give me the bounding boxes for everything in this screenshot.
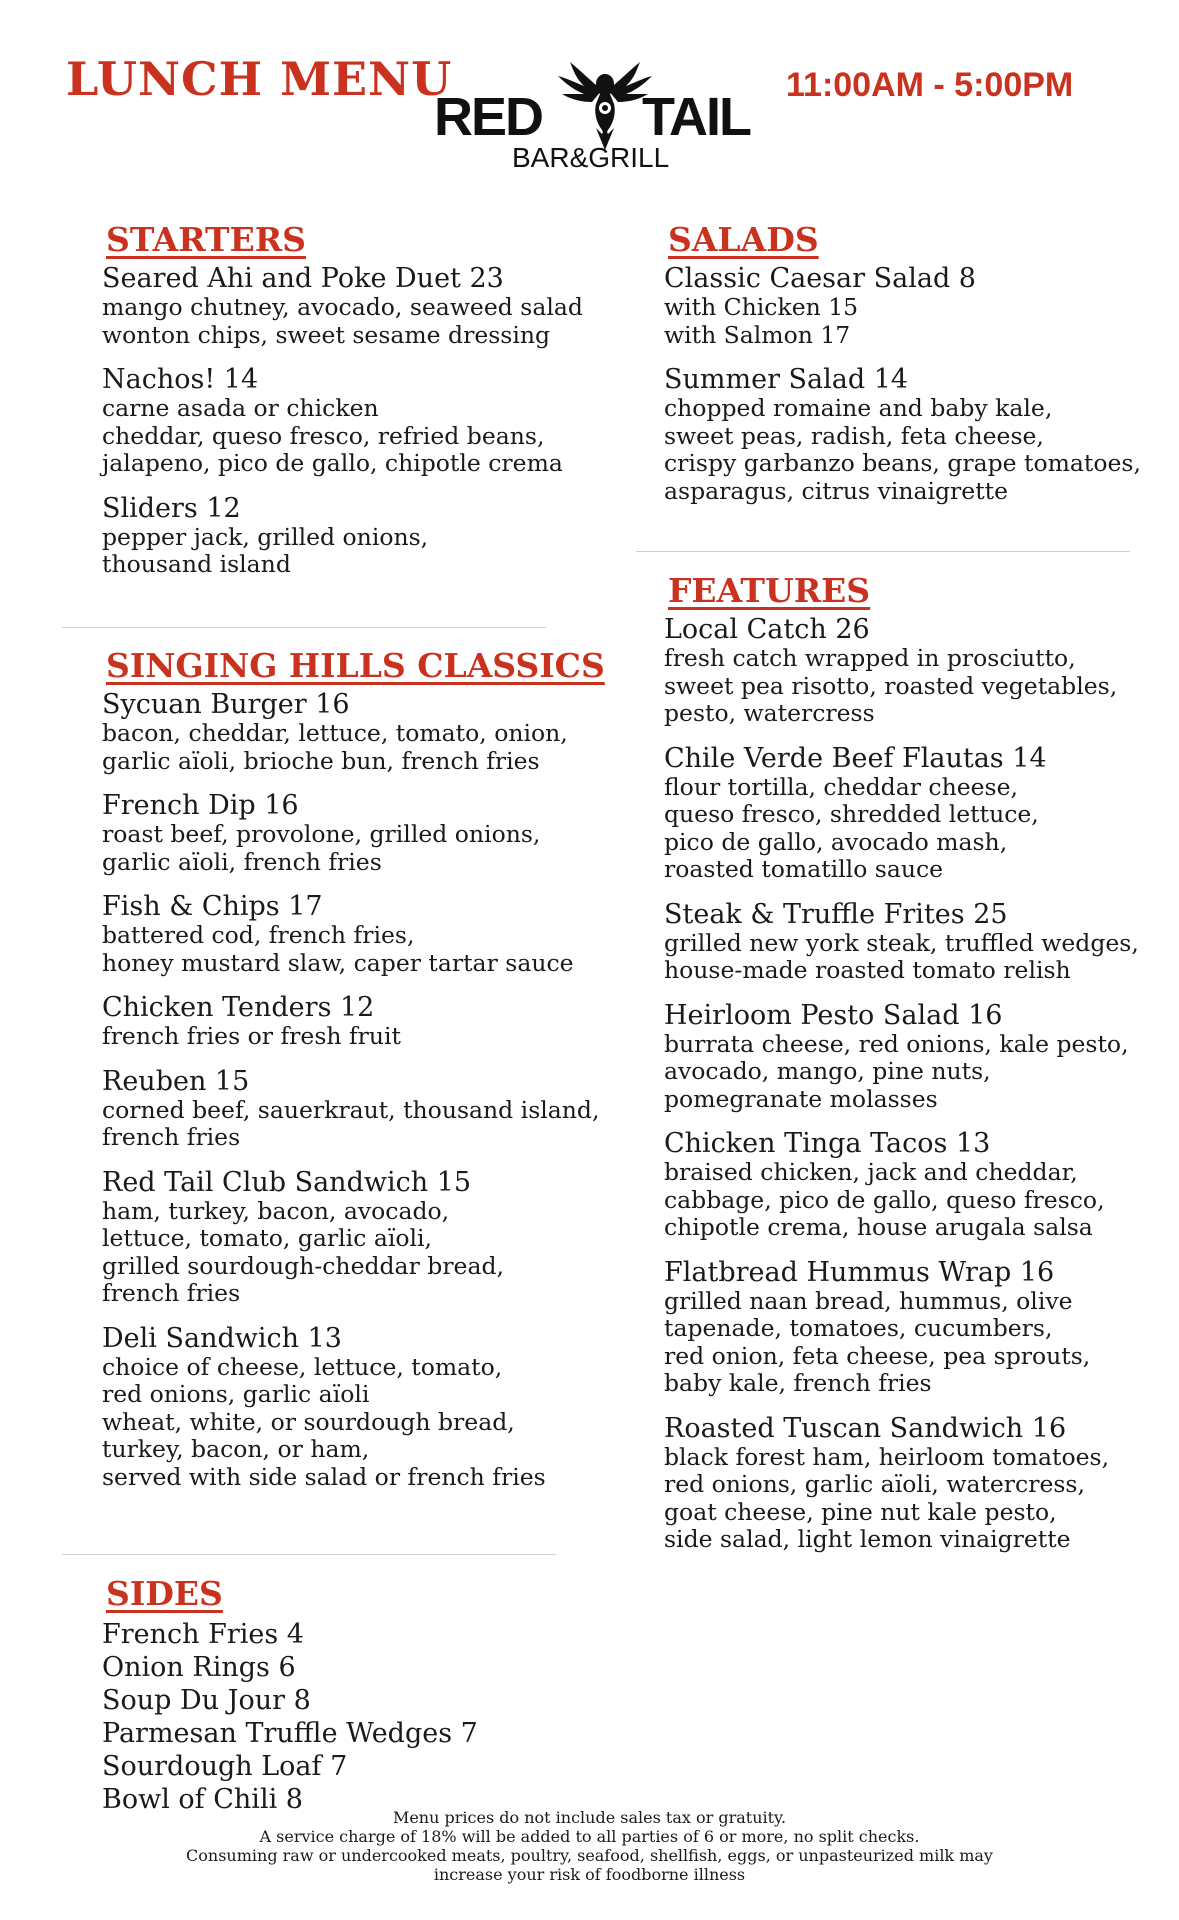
menu-item [102, 1324, 662, 1492]
footer-line: Consuming raw or undercooked meats, poultry, seafood, shellfish, eggs, or unpasteurized milk may [186, 1846, 993, 1865]
menu-item-description: corned beef, sauerkraut, thousand island, [102, 1095, 600, 1124]
menu-item [664, 900, 1179, 985]
menu-item-description: grilled naan bread, hummus, olive [664, 1286, 1073, 1315]
side-item: Sourdough Loaf 7 [102, 1751, 348, 1782]
menu-item [102, 791, 662, 876]
sides-section [102, 1574, 662, 1816]
menu-item-description: pepper jack, grilled onions, [102, 522, 429, 551]
section-title: FEATURES [668, 571, 871, 610]
menu-item-description: avocado, mango, pine nuts, [664, 1057, 991, 1085]
menu-item-description: flour tortilla, cheddar cheese, [664, 772, 1018, 801]
menu-item-name: Chicken Tenders 12 [102, 992, 375, 1023]
section-title: SINGING HILLS CLASSICS [106, 646, 605, 685]
menu-item [102, 993, 662, 1051]
menu-item-description: sweet peas, radish, feta cheese, [664, 421, 1044, 450]
menu-item-description: thousand island [102, 550, 291, 578]
menu-item [664, 1258, 1179, 1398]
menu-item-name: Reuben 15 [102, 1065, 250, 1097]
menu-item-description: queso fresco, shredded lettuce, [664, 800, 1039, 828]
menu-item-name: Chile Verde Beef Flautas 14 [664, 742, 1047, 774]
menu-item-name: Steak & Truffle Frites 25 [664, 898, 1008, 930]
menu-item [102, 690, 662, 775]
footer-line: Menu prices do not include sales tax or gratuity. [392, 1808, 787, 1827]
menu-item-description: wonton chips, sweet sesame dressing [102, 320, 551, 349]
menu-item-description: choice of cheese, lettuce, tomato, [102, 1352, 503, 1381]
starters-section [102, 220, 662, 595]
menu-item-description: baby kale, french fries [664, 1369, 932, 1397]
menu-item-description: asparagus, citrus vinaigrette [664, 476, 1008, 505]
menu-item-description: cabbage, pico de gallo, queso fresco, [664, 1185, 1105, 1214]
menu-item-description: french fries [102, 1279, 241, 1307]
divider [636, 551, 1130, 552]
menu-item-description: wheat, white, or sourdough bread, [102, 1407, 515, 1436]
menu-item-name: French Dip 16 [102, 790, 299, 821]
menu-item-description: pomegranate molasses [664, 1084, 938, 1113]
section-title: STARTERS [106, 220, 306, 259]
menu-item [664, 744, 1179, 884]
menu-item-description: served with side salad or french fries [102, 1462, 546, 1491]
menu-item-description: red onion, feta cheese, pea sprouts, [664, 1341, 1091, 1370]
salads-section [664, 220, 1179, 521]
logo [434, 52, 770, 172]
menu-item-description: red onions, garlic aïoli [102, 1380, 370, 1408]
menu-item-description: grilled new york steak, truffled wedges, [664, 928, 1139, 957]
side-item: Soup Du Jour 8 [102, 1685, 311, 1716]
menu-item-description: french fries [102, 1123, 241, 1151]
menu-item-name: Roasted Tuscan Sandwich 16 [664, 1412, 1067, 1444]
menu-item [102, 365, 662, 478]
menu-item [664, 365, 1179, 505]
menu-item-description: with Chicken 15 [664, 293, 859, 321]
menu-item-name: Classic Caesar Salad 8 [664, 263, 976, 294]
menu-item-description: chipotle crema, house arugala salsa [664, 1213, 1093, 1241]
menu-item-description: fresh catch wrapped in prosciutto, [664, 644, 1076, 672]
divider [62, 627, 546, 628]
menu-item-description: turkey, bacon, or ham, [102, 1435, 370, 1463]
footer-line: A service charge of 18% will be added to all parties of 6 or more, no split checks. [259, 1827, 920, 1846]
menu-item-description: french fries or fresh fruit [102, 1022, 402, 1050]
menu-item [102, 892, 662, 977]
menu-item-description: tapenade, tomatoes, cucumbers, [664, 1314, 1053, 1342]
footer-disclaimer [0, 1808, 1179, 1884]
menu-item-description: jalapeno, pico de gallo, chipotle crema [102, 449, 563, 477]
menu-item-name: Flatbread Hummus Wrap 16 [664, 1256, 1055, 1288]
features-section [664, 571, 1179, 1570]
menu-item [664, 264, 1179, 349]
menu-item-description: red onions, garlic aïoli, watercress, [664, 1470, 1085, 1498]
menu-item-description: bacon, cheddar, lettuce, tomato, onion, [102, 719, 568, 747]
menu-item-description: roasted tomatillo sauce [664, 855, 944, 883]
menu-item-description: garlic aïoli, brioche bun, french fries [102, 746, 540, 775]
menu-item-description: battered cod, french fries, [102, 921, 415, 949]
menu-item-name: Deli Sandwich 13 [102, 1322, 342, 1354]
menu-item-name: Red Tail Club Sandwich 15 [102, 1166, 472, 1198]
menu-item-name: Nachos! 14 [102, 364, 259, 395]
menu-item-description: sweet pea risotto, roasted vegetables, [664, 671, 1118, 700]
menu-item-name: Fish & Chips 17 [102, 891, 323, 922]
menu-item-name: Sliders 12 [102, 492, 241, 524]
menu-item [102, 1168, 662, 1308]
menu-item-name: Seared Ahi and Poke Duet 23 [102, 263, 504, 294]
menu-item [664, 1414, 1179, 1554]
menu-item-description: mango chutney, avocado, seaweed salad [102, 293, 583, 321]
menu-item [664, 615, 1179, 728]
menu-title: LUNCH MENU [66, 52, 453, 106]
menu-item-description: honey mustard slaw, caper tartar sauce [102, 948, 574, 977]
hours: 11:00AM - 5:00PM [786, 66, 1074, 104]
menu-item-description: house-made roasted tomato relish [664, 956, 1071, 984]
menu-item [664, 1129, 1179, 1242]
menu-item-description: cheddar, queso fresco, refried beans, [102, 421, 545, 450]
menu-item [102, 1067, 662, 1152]
menu-item [102, 264, 662, 349]
singing-hills-classics-section [102, 646, 662, 1507]
menu-item [664, 1001, 1179, 1114]
menu-item-name: Sycuan Burger 16 [102, 689, 350, 720]
menu-item-description: grilled sourdough-cheddar bread, [102, 1251, 504, 1280]
menu-item-description: garlic aïoli, french fries [102, 847, 382, 876]
side-item: French Fries 4 [102, 1619, 304, 1650]
section-title: SALADS [668, 220, 819, 259]
menu-item-name: Heirloom Pesto Salad 16 [664, 999, 1003, 1031]
menu-item-description: pesto, watercress [664, 699, 875, 727]
menu-item-description: crispy garbanzo beans, grape tomatoes, [664, 449, 1141, 477]
menu-item-description: carne asada or chicken [102, 394, 379, 422]
menu-item-description: black forest ham, heirloom tomatoes, [664, 1442, 1110, 1471]
side-item: Onion Rings 6 [102, 1652, 296, 1683]
menu-item-description: braised chicken, jack and cheddar, [664, 1158, 1078, 1186]
menu-item-description: roast beef, provolone, grilled onions, [102, 820, 541, 848]
divider [62, 1554, 556, 1555]
menu-item-description: burrata cheese, red onions, kale pesto, [664, 1029, 1129, 1058]
logo-word-red: RED [434, 87, 543, 147]
logo-subtitle: BAR&GRILL [512, 142, 670, 173]
menu-item-description: ham, turkey, bacon, avocado, [102, 1196, 450, 1225]
section-title: SIDES [106, 1574, 223, 1613]
menu-item-description: chopped romaine and baby kale, [664, 394, 1053, 422]
side-item: Bowl of Chili 8 [102, 1784, 303, 1815]
side-item: Parmesan Truffle Wedges 7 [102, 1718, 478, 1749]
menu-item-name: Summer Salad 14 [664, 364, 909, 395]
logo-word-tail: TAIL [642, 87, 750, 147]
menu-item-description: goat cheese, pine nut kale pesto, [664, 1497, 1057, 1526]
menu-item-description: with Salmon 17 [664, 320, 851, 349]
menu-item-name: Chicken Tinga Tacos 13 [664, 1128, 991, 1159]
footer-line: increase your risk of foodborne illness [433, 1865, 746, 1884]
menu-item-description: lettuce, tomato, garlic aïoli, [102, 1224, 432, 1252]
menu-item [102, 494, 662, 579]
menu-item-description: side salad, light lemon vinaigrette [664, 1525, 1071, 1553]
menu-item-description: pico de gallo, avocado mash, [664, 827, 1008, 856]
menu-item-name: Local Catch 26 [664, 614, 870, 645]
